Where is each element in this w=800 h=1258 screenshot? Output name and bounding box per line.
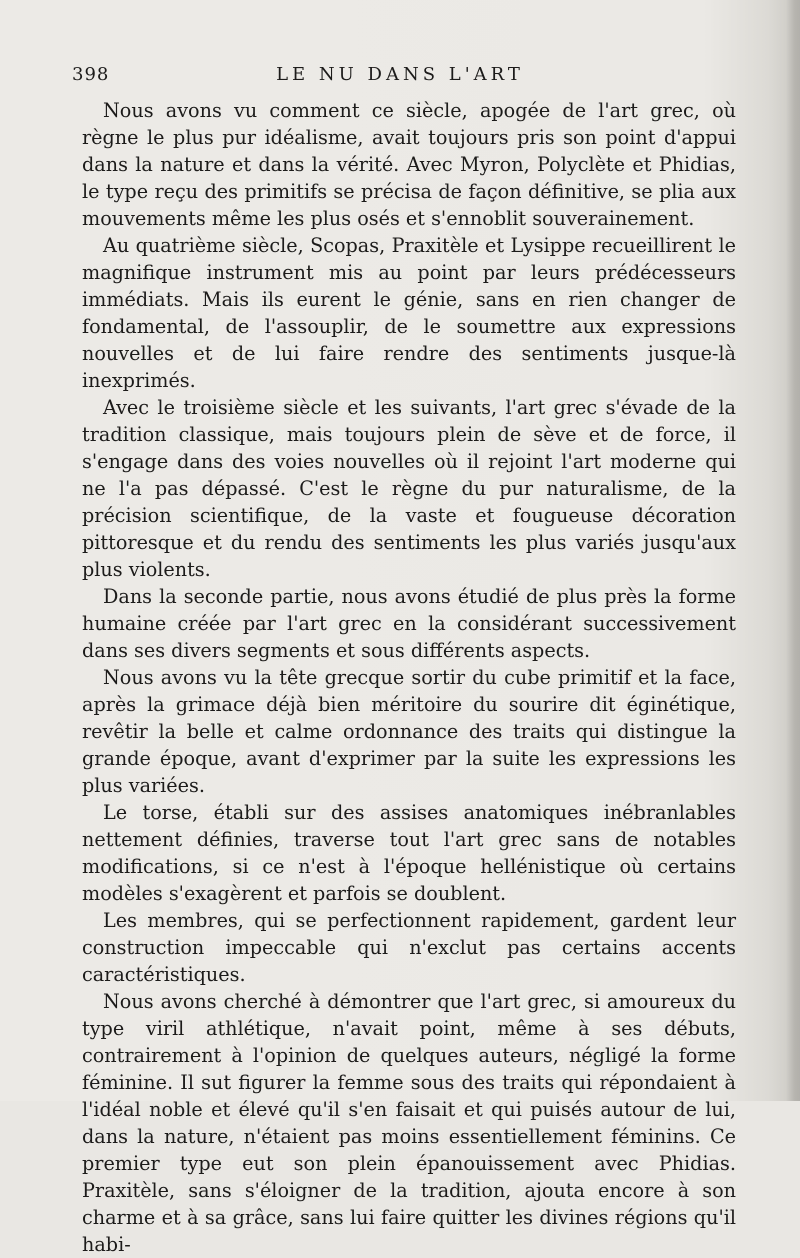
page-edge-shadow bbox=[786, 0, 800, 1101]
paragraph: Le torse, établi sur des assises anatomiques inébranlables nettement définies, traverse tout l'art grec sans de notables modifications, si ce n'est à l'époque hellénistique où certains modèles s'exagèrent et parfois se doublent. bbox=[82, 801, 736, 905]
paragraph: Avec le troisième siècle et les suivants, l'art grec s'évade de la tradition classique, mais toujours plein de sève et de force, il s'engage dans des voies nouvelles où il rejoint l'art moderne qui ne l'a pas dépassé. C'est le règne du pur naturalisme, de la précision scientifique, de la vaste et fougueuse décoration pittoresque et du rendu des sentiments les plus variés jusqu'aux plus violents. bbox=[82, 396, 736, 581]
body-text bbox=[82, 97, 736, 1258]
paragraph: Au quatrième siècle, Scopas, Praxitèle et Lysippe recueillirent le magnifique instrument mis au point par leurs prédécesseurs immédiats. Mais ils eurent le génie, sans en rien changer de fondamental, de l'assouplir, de le soumettre aux expressions nouvelles et de lui faire rendre des sentiments jusque-là inexprimés. bbox=[82, 234, 736, 392]
paragraph: Les membres, qui se perfectionnent rapidement, gardent leur construction impeccable qui n'exclut pas certains accents caractéristiques. bbox=[82, 909, 736, 986]
page-number: 398 bbox=[72, 64, 110, 85]
page-header bbox=[72, 64, 728, 88]
running-title: LE NU DANS L'ART bbox=[276, 64, 524, 85]
paragraph: Nous avons cherché à démontrer que l'art grec, si amoureux du type viril athlétique, n'avait point, même à ses débuts, contrairement à l'opinion de quelques auteurs, négligé la forme féminine. Il sut figurer la femme sous des traits qui répondaient à l'idéal noble et élevé qu'il s'en faisait et qui puisés autour de lui, dans la nature, n'étaient pas moins essentiellement féminins. Ce premier type eut son plein épanouissement avec Phidias. Praxitèle, sans s'éloigner de la tradition, ajouta encore à son charme et à sa grâce, sans lui faire quitter les divines régions qu'il habi- bbox=[82, 990, 736, 1256]
paragraph: Nous avons vu comment ce siècle, apogée de l'art grec, où règne le plus pur idéalisme, avait toujours pris son point d'appui dans la nature et dans la vérité. Avec Myron, Polyclète et Phidias, le type reçu des primitifs se précisa de façon définitive, se plia aux mouvements même les plus osés et s'ennoblit souverainement. bbox=[82, 99, 736, 230]
paragraph: Nous avons vu la tête grecque sortir du cube primitif et la face, après la grimace déjà bien méritoire du sourire dit éginétique, revêtir la belle et calme ordonnance des traits qui distingue la grande époque, avant d'exprimer par la suite les expressions les plus variées. bbox=[82, 666, 736, 797]
paragraph: Dans la seconde partie, nous avons étudié de plus près la forme humaine créée par l'art grec en la considérant successivement dans ses divers segments et sous différents aspects. bbox=[82, 585, 736, 662]
